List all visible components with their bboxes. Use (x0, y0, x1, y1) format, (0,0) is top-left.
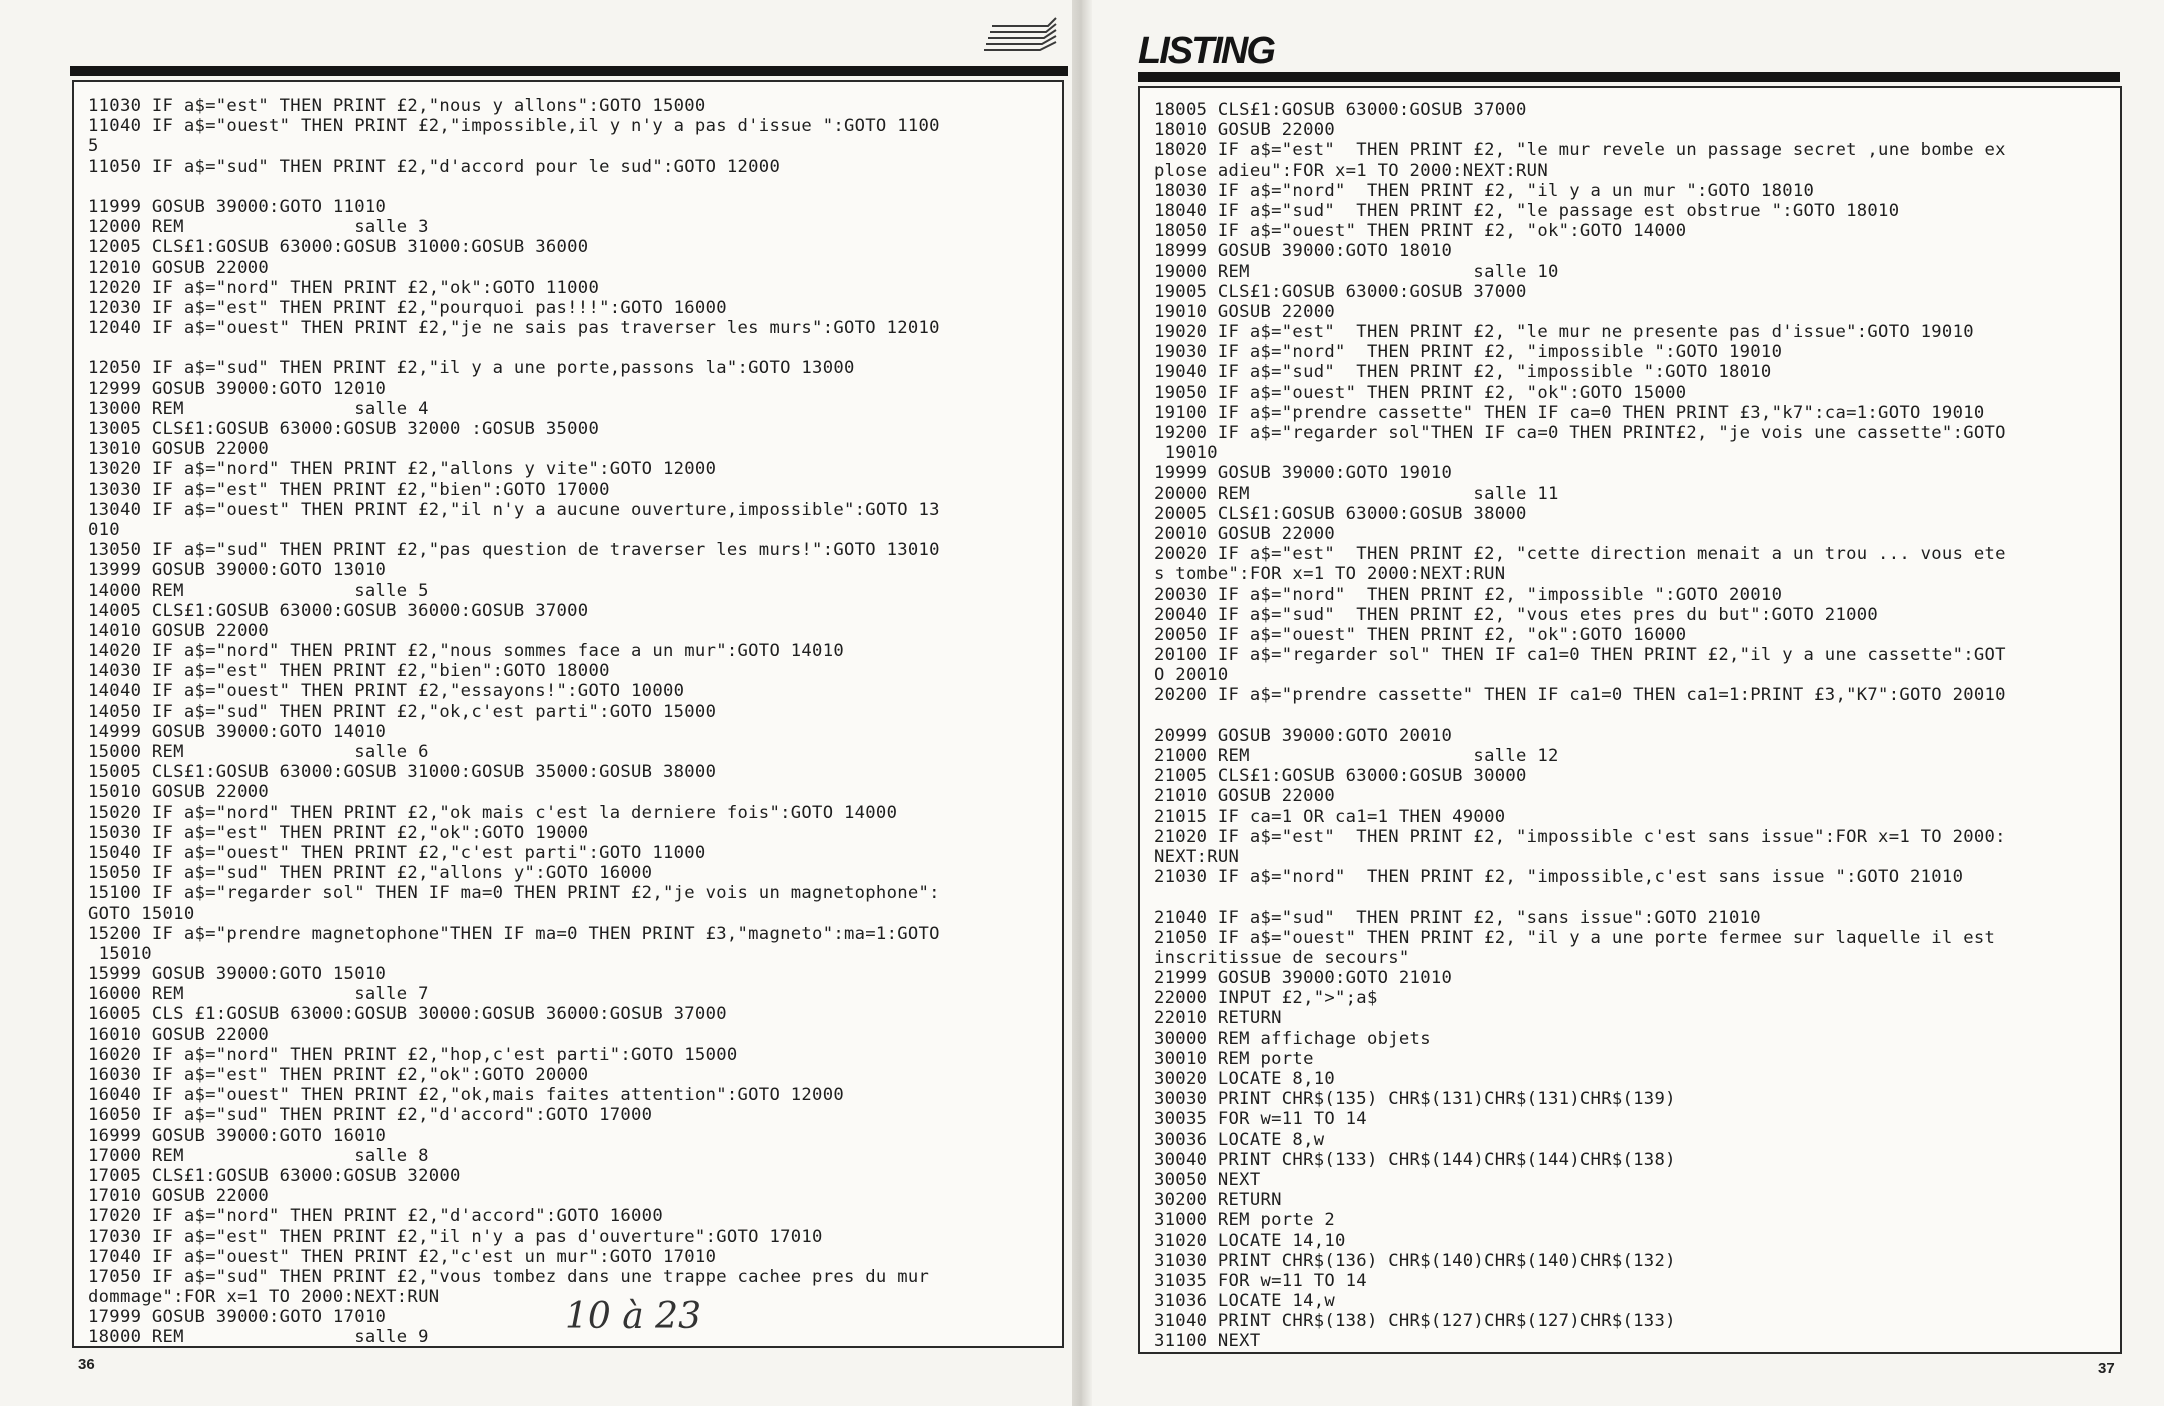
code-line: 18040 IF a$="sud" THEN PRINT £2, "le passage est obstrue ":GOTO 18010 (1154, 200, 1900, 221)
code-line: 16030 IF a$="est" THEN PRINT £2,"ok":GOTO 20000 (88, 1065, 589, 1085)
code-line: 17050 IF a$="sud" THEN PRINT £2,"vous tombez dans une trappe cachee pres du mur (88, 1266, 930, 1287)
code-line: 18020 IF a$="est" THEN PRINT £2, "le mur revele un passage secret ,une bombe ex (1154, 140, 2006, 161)
code-line: 31000 REM porte 2 (1154, 1210, 1336, 1231)
code-line: 20005 CLS£1:GOSUB 63000:GOSUB 38000 (1154, 503, 1527, 524)
code-line: 15005 CLS£1:GOSUB 63000:GOSUB 31000:GOSUB 35000:GOSUB 38000 (88, 762, 717, 783)
code-line: 12020 IF a$="nord" THEN PRINT £2,"ok":GOTO 11000 (88, 277, 600, 298)
code-line: 11050 IF a$="sud" THEN PRINT £2,"d'accord pour le sud":GOTO 12000 (88, 156, 781, 177)
code-line: 20200 IF a$="prendre cassette" THEN IF ca1=0 THEN ca1=1:PRINT £3,"K7":GOTO 20010 (1154, 685, 2006, 706)
code-line: 21999 GOSUB 39000:GOTO 21010 (1154, 968, 1453, 989)
code-line: 21015 IF ca=1 OR ca1=1 THEN 49000 (1154, 806, 1506, 827)
code-line: 12040 IF a$="ouest" THEN PRINT £2,"je ne sais pas traverser les murs":GOTO 12010 (88, 318, 940, 339)
code-line: 12030 IF a$="est" THEN PRINT £2,"pourquoi pas!!!":GOTO 16000 (88, 297, 727, 318)
code-line: 19000 REM salle 10 (1154, 261, 1559, 282)
code-line: 15040 IF a$="ouest" THEN PRINT £2,"c'est parti":GOTO 11000 (88, 842, 706, 863)
code-line: 13005 CLS£1:GOSUB 63000:GOSUB 32000 :GOSUB 35000 (88, 419, 600, 439)
code-line: 12000 REM salle 3 (88, 217, 429, 238)
code-line: 31030 PRINT CHR$(136) CHR$(140)CHR$(140)CHR$(132) (1154, 1250, 1676, 1271)
code-line: 13999 GOSUB 39000:GOTO 13010 (88, 560, 387, 581)
code-line: 30050 NEXT (1154, 1169, 1261, 1190)
code-line: 13000 REM salle 4 (88, 398, 429, 419)
code-line: 19200 IF a$="regarder sol"THEN IF ca=0 THEN PRINT£2, "je vois une cassette":GOTO (1154, 423, 2006, 443)
code-line: 16020 IF a$="nord" THEN PRINT £2,"hop,c'est parti":GOTO 15000 (88, 1044, 738, 1065)
code-line: 17005 CLS£1:GOSUB 63000:GOSUB 32000 (88, 1165, 461, 1186)
code-line: plose adieu":FOR x=1 TO 2000:NEXT:RUN (1154, 160, 1548, 181)
code-line: 21000 REM salle 12 (1154, 746, 1559, 766)
code-line: 18050 IF a$="ouest" THEN PRINT £2, "ok":GOTO 14000 (1154, 221, 1687, 242)
code-line: 30035 FOR w=11 TO 14 (1154, 1109, 1367, 1130)
code-line: 16000 REM salle 7 (88, 984, 429, 1005)
code-line: 31036 LOCATE 14,w (1154, 1291, 1336, 1312)
code-line: 17010 GOSUB 22000 (88, 1186, 270, 1207)
code-line: 14010 GOSUB 22000 (88, 620, 270, 641)
code-line: 15000 REM salle 6 (88, 742, 429, 762)
code-line: 19005 CLS£1:GOSUB 63000:GOSUB 37000 (1154, 281, 1527, 302)
code-line: 14999 GOSUB 39000:GOTO 14010 (88, 721, 387, 742)
code-line: 22000 INPUT £2,">";a$ (1154, 988, 1378, 1009)
code-line: 19010 GOSUB 22000 (1154, 301, 1336, 322)
code-line: 15010 GOSUB 22000 (88, 782, 270, 803)
code-line: 16040 IF a$="ouest" THEN PRINT £2,"ok,mais faites attention":GOTO 12000 (88, 1085, 844, 1106)
right-header-bar (1138, 72, 2120, 82)
code-line: 15010 (88, 943, 152, 964)
code-line: 17020 IF a$="nord" THEN PRINT £2,"d'accord":GOTO 16000 (88, 1206, 663, 1227)
code-line: 19030 IF a$="nord" THEN PRINT £2, "impossible ":GOTO 19010 (1154, 342, 1783, 363)
code-line: 14000 REM salle 5 (88, 580, 429, 601)
code-line: 16010 GOSUB 22000 (88, 1024, 270, 1045)
code-line (88, 338, 940, 358)
code-line: 19050 IF a$="ouest" THEN PRINT £2, "ok":GOTO 15000 (1154, 382, 1687, 403)
code-line: 13010 GOSUB 22000 (88, 439, 270, 460)
code-line (1154, 706, 2006, 726)
code-line: 15200 IF a$="prendre magnetophone"THEN IF ma=0 THEN PRINT £3,"magneto":ma=1:GOTO (88, 923, 940, 944)
code-line: inscritissue de secours" (1154, 947, 1410, 968)
code-line: 30020 LOCATE 8,10 (1154, 1069, 1336, 1089)
code-line: 20999 GOSUB 39000:GOTO 20010 (1154, 725, 1453, 746)
code-line: 13040 IF a$="ouest" THEN PRINT £2,"il n'y a aucune ouverture,impossible":GOTO 13 (88, 499, 940, 520)
code-line: 16005 CLS £1:GOSUB 63000:GOSUB 30000:GOSUB 36000:GOSUB 37000 (88, 1004, 727, 1025)
right-code-listing (1154, 100, 2006, 1352)
code-line: 30000 REM affichage objets (1154, 1028, 1431, 1049)
code-line: 30040 PRINT CHR$(133) CHR$(144)CHR$(144)CHR$(138) (1154, 1149, 1676, 1170)
code-line: 12005 CLS£1:GOSUB 63000:GOSUB 31000:GOSUB 36000 (88, 237, 589, 258)
code-line: 15999 GOSUB 39000:GOTO 15010 (88, 964, 387, 985)
page-title: LISTING (1138, 30, 1274, 72)
code-line: 17040 IF a$="ouest" THEN PRINT £2,"c'est un mur":GOTO 17010 (88, 1246, 717, 1267)
code-line: 20100 IF a$="regarder sol" THEN IF ca1=0 THEN PRINT £2,"il y a une cassette":GOT (1154, 645, 2006, 666)
code-line: 17030 IF a$="est" THEN PRINT £2,"il n'y a pas d'ouverture":GOTO 17010 (88, 1226, 823, 1247)
code-line: 21005 CLS£1:GOSUB 63000:GOSUB 30000 (1154, 766, 1527, 787)
code-line: 15030 IF a$="est" THEN PRINT £2,"ok":GOTO 19000 (88, 822, 589, 843)
code-line: 15100 IF a$="regarder sol" THEN IF ma=0 THEN PRINT £2,"je vois un magnetophone": (88, 883, 940, 904)
code-line: 11040 IF a$="ouest" THEN PRINT £2,"impossible,il y n'y a pas d'issue ":GOTO 1100 (88, 116, 940, 137)
code-line: 30200 RETURN (1154, 1190, 1282, 1211)
code-line: 20000 REM salle 11 (1154, 483, 1559, 504)
code-line: 20040 IF a$="sud" THEN PRINT £2, "vous etes pres du but":GOTO 21000 (1154, 604, 1879, 625)
code-line: 21020 IF a$="est" THEN PRINT £2, "impossible c'est sans issue":FOR x=1 TO 2000: (1154, 826, 2006, 847)
paper-stack-icon (980, 12, 1060, 56)
code-line: dommage":FOR x=1 TO 2000:NEXT:RUN (88, 1287, 440, 1308)
code-line: 30030 PRINT CHR$(135) CHR$(131)CHR$(131)CHR$(139) (1154, 1089, 1676, 1110)
code-line: 31035 FOR w=11 TO 14 (1154, 1270, 1367, 1291)
code-line: 19100 IF a$="prendre cassette" THEN IF ca=0 THEN PRINT £3,"k7":ca=1:GOTO 19010 (1154, 402, 1985, 423)
code-line: 13020 IF a$="nord" THEN PRINT £2,"allons y vite":GOTO 12000 (88, 459, 717, 480)
code-line: 20010 GOSUB 22000 (1154, 523, 1336, 544)
code-line: 15020 IF a$="nord" THEN PRINT £2,"ok mais c'est la derniere fois":GOTO 14000 (88, 802, 898, 823)
code-line: 30036 LOCATE 8,w (1154, 1129, 1325, 1150)
code-line: 17999 GOSUB 39000:GOTO 17010 (88, 1307, 387, 1328)
right-listing-frame (1138, 86, 2122, 1354)
code-line: 21030 IF a$="nord" THEN PRINT £2, "impossible,c'est sans issue ":GOTO 21010 (1154, 867, 1964, 888)
code-line: 19010 (1154, 443, 1218, 464)
code-line: 14040 IF a$="ouest" THEN PRINT £2,"essayons!":GOTO 10000 (88, 681, 685, 702)
code-line: 12999 GOSUB 39000:GOTO 12010 (88, 378, 387, 399)
code-line: 19040 IF a$="sud" THEN PRINT £2, "impossible ":GOTO 18010 (1154, 362, 1772, 383)
left-page-number: 36 (78, 1356, 95, 1373)
code-line: 18005 CLS£1:GOSUB 63000:GOSUB 37000 (1154, 100, 1527, 120)
code-line: 14005 CLS£1:GOSUB 63000:GOSUB 36000:GOSUB 37000 (88, 600, 589, 621)
code-line: 30010 REM porte (1154, 1048, 1314, 1069)
code-line: 18000 REM salle 9 (88, 1327, 429, 1348)
left-listing-frame (72, 80, 1064, 1348)
code-line: 17000 REM salle 8 (88, 1145, 429, 1166)
code-line: 5 (88, 136, 99, 157)
page-gutter (1072, 0, 1092, 1406)
code-line (88, 177, 940, 197)
code-line: 20030 IF a$="nord" THEN PRINT £2, "impossible ":GOTO 20010 (1154, 584, 1783, 605)
code-line: 21040 IF a$="sud" THEN PRINT £2, "sans issue":GOTO 21010 (1154, 907, 1761, 928)
code-line: 31040 PRINT CHR$(138) CHR$(127)CHR$(127)CHR$(133) (1154, 1311, 1676, 1332)
code-line: 22010 RETURN (1154, 1008, 1282, 1029)
code-line (1154, 887, 2006, 907)
code-line: 14020 IF a$="nord" THEN PRINT £2,"nous sommes face a un mur":GOTO 14010 (88, 641, 844, 662)
code-line: 13050 IF a$="sud" THEN PRINT £2,"pas question de traverser les murs!":GOTO 13010 (88, 540, 940, 561)
left-header-bar (70, 66, 1068, 76)
code-line: 11030 IF a$="est" THEN PRINT £2,"nous y allons":GOTO 15000 (88, 96, 706, 116)
left-code-listing (88, 96, 940, 1348)
code-line: O 20010 (1154, 665, 1229, 686)
handwritten-note: 10 à 23 (565, 1296, 701, 1337)
code-line: 18010 GOSUB 22000 (1154, 120, 1336, 141)
code-line: 18999 GOSUB 39000:GOTO 18010 (1154, 241, 1453, 262)
code-line: 14050 IF a$="sud" THEN PRINT £2,"ok,c'est parti":GOTO 15000 (88, 701, 717, 722)
code-line: 16050 IF a$="sud" THEN PRINT £2,"d'accord":GOTO 17000 (88, 1105, 653, 1126)
code-line: 19020 IF a$="est" THEN PRINT £2, "le mur ne presente pas d'issue":GOTO 19010 (1154, 322, 1974, 343)
code-line: s tombe":FOR x=1 TO 2000:NEXT:RUN (1154, 564, 1506, 585)
code-line: 12010 GOSUB 22000 (88, 257, 270, 278)
code-line: 12050 IF a$="sud" THEN PRINT £2,"il y a une porte,passons la":GOTO 13000 (88, 358, 855, 379)
code-line: 21010 GOSUB 22000 (1154, 786, 1336, 807)
code-line: 20050 IF a$="ouest" THEN PRINT £2, "ok":GOTO 16000 (1154, 624, 1687, 645)
code-line: GOTO 15010 (88, 903, 195, 924)
code-line: 13030 IF a$="est" THEN PRINT £2,"bien":GOTO 17000 (88, 479, 610, 500)
code-line: 010 (88, 519, 120, 540)
code-line: 20020 IF a$="est" THEN PRINT £2, "cette direction menait a un trou ... vous ete (1154, 544, 2006, 565)
code-line: 21050 IF a$="ouest" THEN PRINT £2, "il y a une porte fermee sur laquelle il est (1154, 927, 1996, 948)
code-line: 16999 GOSUB 39000:GOTO 16010 (88, 1125, 387, 1146)
right-page-number: 37 (2098, 1360, 2115, 1377)
code-line: 14030 IF a$="est" THEN PRINT £2,"bien":GOTO 18000 (88, 661, 610, 682)
code-line: 31100 NEXT (1154, 1331, 1261, 1352)
code-line: 11999 GOSUB 39000:GOTO 11010 (88, 196, 387, 217)
code-line: 19999 GOSUB 39000:GOTO 19010 (1154, 463, 1453, 484)
code-line: 15050 IF a$="sud" THEN PRINT £2,"allons y":GOTO 16000 (88, 863, 653, 884)
code-line: NEXT:RUN (1154, 846, 1240, 867)
code-line: 31020 LOCATE 14,10 (1154, 1230, 1346, 1251)
code-line: 18030 IF a$="nord" THEN PRINT £2, "il y a un mur ":GOTO 18010 (1154, 180, 1815, 201)
